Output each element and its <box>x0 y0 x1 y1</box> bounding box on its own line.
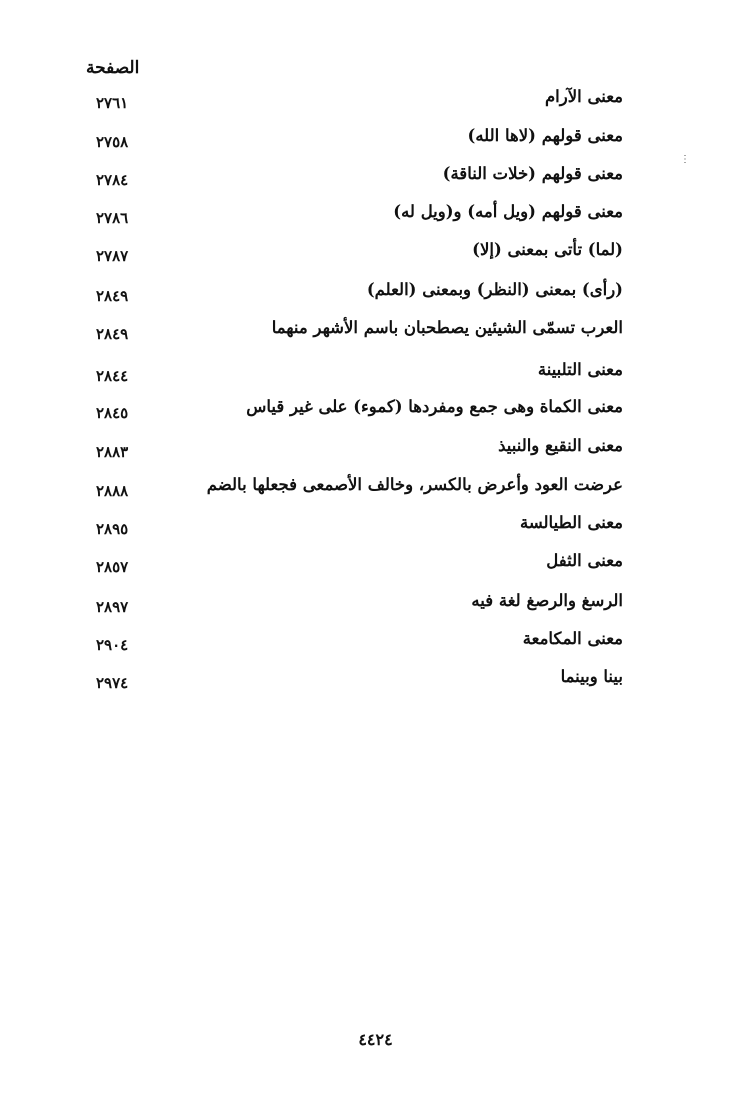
entry-page-number: ٢٨٩٧ <box>96 598 129 616</box>
entry-page-number: ٢٨٤٩ <box>96 287 129 305</box>
entry-page-number: ٢٨٥٧ <box>96 558 129 576</box>
entry-title: معنى الطيالسة <box>519 513 623 532</box>
entry-page-number: ٢٨٨٣ <box>96 443 129 461</box>
entry-title: معنى قولهم (خلات الناقة) <box>442 164 623 183</box>
index-entry <box>0 125 751 163</box>
entry-title: معنى المكامعة <box>522 629 623 648</box>
index-entry <box>0 474 751 512</box>
index-entry <box>0 239 751 279</box>
entry-title: معنى الثفل <box>546 551 623 570</box>
entry-page-number: ٢٩٧٤ <box>96 674 129 692</box>
index-entry <box>0 590 751 628</box>
entry-page-number: ٢٧٨٤ <box>96 171 129 189</box>
index-entry <box>0 628 751 666</box>
entry-page-number: ٢٧٦١ <box>96 94 129 112</box>
index-entry <box>0 86 751 125</box>
index-entry <box>0 550 751 590</box>
index-entry <box>0 317 751 359</box>
index-entry <box>0 396 751 435</box>
entry-title: الرسغ والرصغ لغة فيه <box>471 591 623 610</box>
page-folio-number: ٤٤٢٤ <box>358 1030 393 1049</box>
entry-page-number: ٢٧٨٦ <box>96 209 129 227</box>
entry-title: العرب تسمّى الشيئين يصطحبان باسم الأشهر منهما <box>271 318 623 337</box>
entry-title: معنى الآرام <box>544 87 623 106</box>
index-entry <box>0 666 751 704</box>
entry-page-number: ٢٧٥٨ <box>96 133 129 151</box>
entry-title: معنى التلبينة <box>537 360 623 379</box>
entry-title: بينا وبينما <box>560 667 623 686</box>
index-entry <box>0 201 751 239</box>
index-entry <box>0 359 751 396</box>
entry-title: معنى قولهم (لاها الله) <box>467 126 623 145</box>
entry-title: معنى قولهم (ويل أمه) و(ويل له) <box>393 202 623 221</box>
entry-page-number: ٢٨٤٩ <box>96 325 129 343</box>
entry-page-number: ٢٨٤٥ <box>96 404 129 422</box>
entry-page-number: ٢٨٨٨ <box>96 482 129 500</box>
entry-title: معنى النقيع والنبيذ <box>498 436 623 455</box>
entry-title: (رأى) بمعنى (النظر) وبمعنى (العلم) <box>366 280 623 299</box>
entry-page-number: ٢٨٩٥ <box>96 520 129 538</box>
entry-title: معنى الكماة وهى جمع ومفردها (كموء) على غير قياس <box>246 397 623 416</box>
index-entries <box>0 86 751 704</box>
entry-title: (لما) تأتى بمعنى (إلا) <box>472 240 623 259</box>
stray-mark: ⋮ <box>680 154 690 165</box>
index-entry <box>0 163 751 201</box>
index-entry <box>0 435 751 474</box>
entry-title: عرضت العود وأعرض بالكسر، وخالف الأصمعى فجعلها بالضم <box>206 475 623 494</box>
entry-page-number: ٢٧٨٧ <box>96 247 129 265</box>
index-entry <box>0 279 751 317</box>
index-entry <box>0 512 751 550</box>
entry-page-number: ٢٩٠٤ <box>96 636 129 654</box>
entry-page-number: ٢٨٤٤ <box>96 367 129 385</box>
page-column-header: الصفحة <box>86 58 140 78</box>
